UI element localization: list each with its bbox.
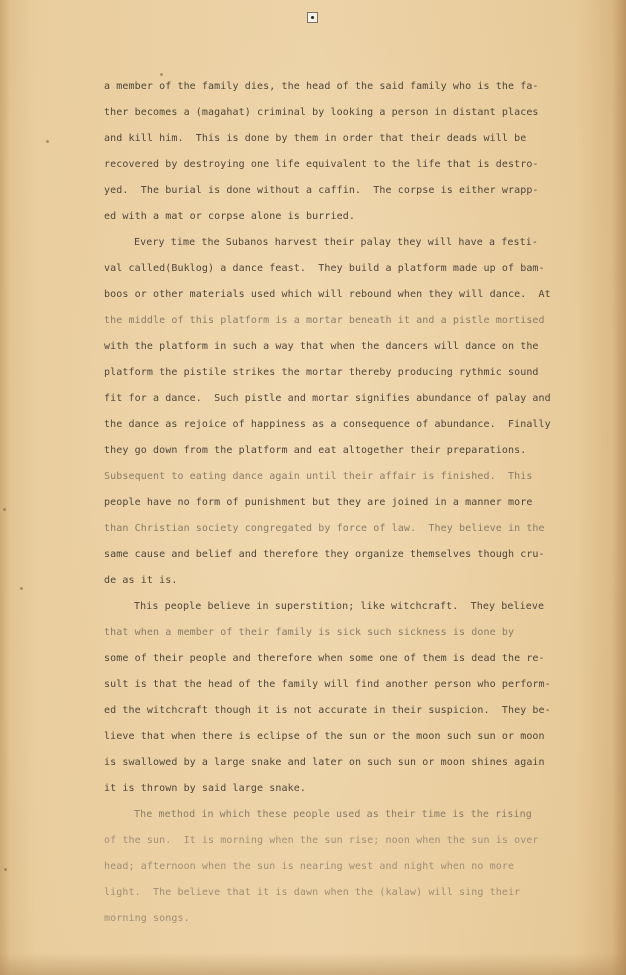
text-line: yed. The burial is done without a caffin. The corpse is either wrapp- — [104, 185, 539, 196]
text-line: morning songs. — [104, 913, 190, 924]
text-line: with the platform in such a way that when the dancers will dance on the — [104, 341, 539, 352]
text-line: of the sun. It is morning when the sun rise; noon when the sun is over — [104, 835, 539, 846]
text-line: platform the pistile strikes the mortar thereby producing rythmic sound — [104, 367, 539, 378]
text-line: This people believe in superstition; like witchcraft. They believe — [134, 601, 545, 612]
text-line: is swallowed by a large snake and later on such sun or moon shines again — [104, 757, 545, 768]
text-line: people have no form of punishment but they are joined in a manner more — [104, 497, 533, 508]
text-line: Subsequent to eating dance again until their affair is finished. This — [104, 471, 533, 482]
text-line: and kill him. This is done by them in order that their deads will be — [104, 133, 527, 144]
text-line: ther becomes a (magahat) criminal by looking a person in distant places — [104, 107, 539, 118]
text-line: the middle of this platform is a mortar beneath it and a pistle mortised — [104, 315, 545, 326]
text-line: that when a member of their family is sick such sickness is done by — [104, 627, 515, 638]
text-line: some of their people and therefore when some one of them is dead the re- — [104, 653, 545, 664]
text-line: recovered by destroying one life equivalent to the life that is destro- — [104, 159, 539, 170]
text-line: The method in which these people used as their time is the rising — [134, 809, 532, 820]
text-line: head; afternoon when the sun is nearing west and night when no more — [104, 861, 515, 872]
text-line: it is thrown by said large snake. — [104, 783, 306, 794]
text-line: ed with a mat or corpse alone is burried. — [104, 211, 355, 222]
text-line: they go down from the platform and eat altogether their preparations. — [104, 445, 527, 456]
text-line: sult is that the head of the family will find another person who perform- — [104, 679, 551, 690]
text-line: fit for a dance. Such pistle and mortar signifies abundance of palay and — [104, 393, 551, 404]
text-line: val called(Buklog) a dance feast. They build a platform made up of bam- — [104, 263, 545, 274]
text-line: light. The believe that it is dawn when the (kalaw) will sing their — [104, 887, 521, 898]
text-line: than Christian society congregated by force of law. They believe in the — [104, 523, 545, 534]
text-line: ed the witchcraft though it is not accurate in their suspicion. They be- — [104, 705, 551, 716]
text-line: lieve that when there is eclipse of the sun or the moon such sun or moon — [104, 731, 545, 742]
text-line: same cause and belief and therefore they organize themselves though cru- — [104, 549, 545, 560]
text-line: de as it is. — [104, 575, 178, 586]
text-line: boos or other materials used which will rebound when they will dance. At — [104, 289, 551, 300]
text-line: the dance as rejoice of happiness as a consequence of abundance. Finally — [104, 419, 551, 430]
text-line: a member of the family dies, the head of the said family who is the fa- — [104, 81, 539, 92]
text-line: Every time the Subanos harvest their palay they will have a festi- — [134, 237, 538, 248]
